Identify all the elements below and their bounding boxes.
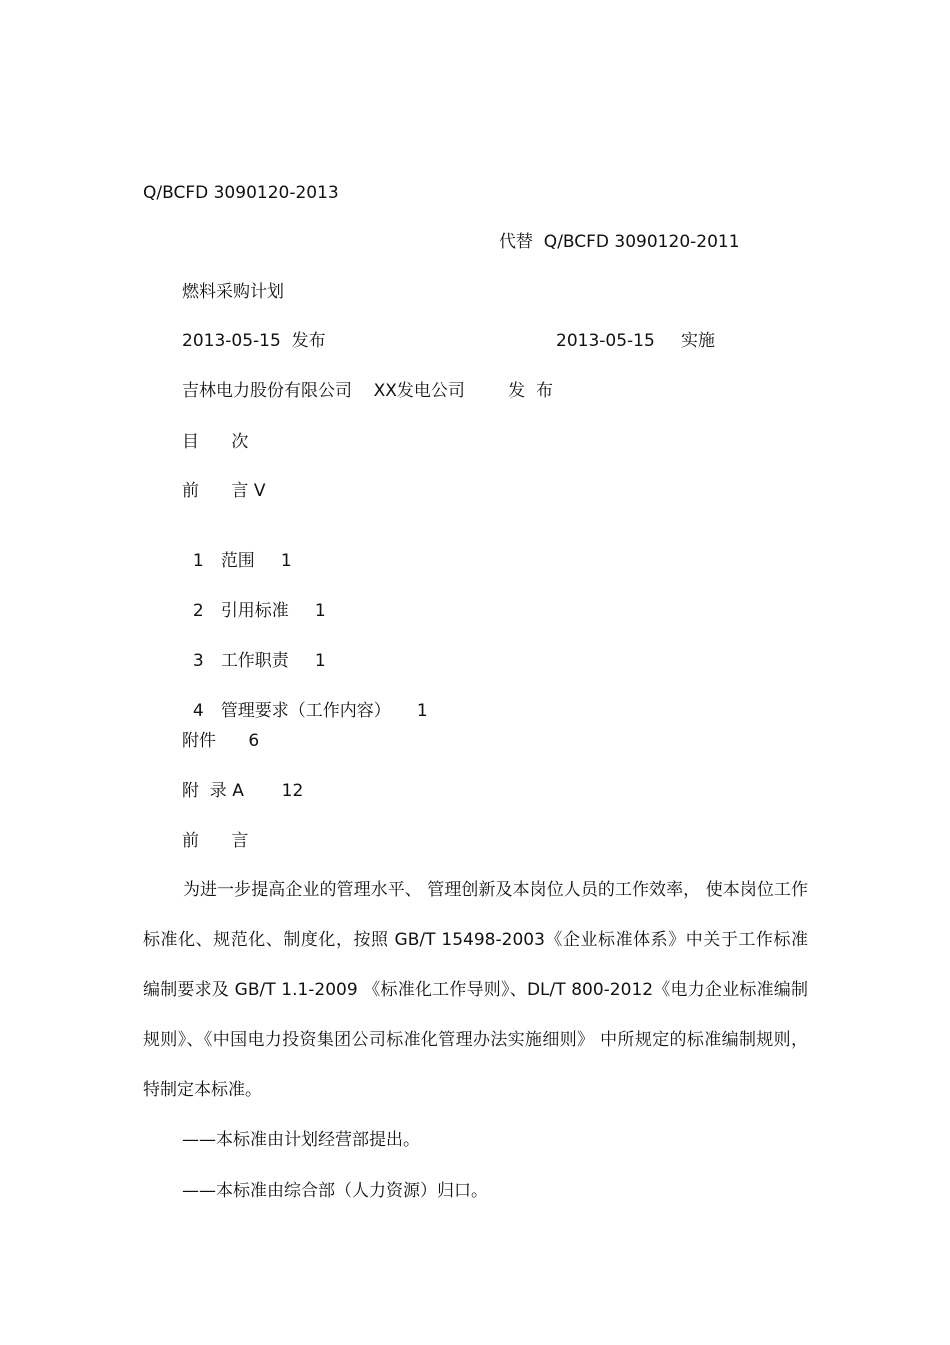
toc-item-number: 2 bbox=[192, 601, 204, 621]
toc-appendix: 附 录 A 12 bbox=[182, 781, 304, 801]
replaces-code: 代替 Q/BCFD 3090120-2011 bbox=[499, 232, 740, 252]
toc-preface: 前 言 V bbox=[182, 481, 266, 501]
issuer: 吉林电力股份有限公司 XX发电公司 发 布 bbox=[182, 381, 553, 401]
toc-item bbox=[182, 631, 326, 671]
issue-date: 2013-05-15 发布 bbox=[182, 331, 326, 351]
toc-item-label: 引用标准 bbox=[220, 601, 289, 621]
preface-heading: 前 言 bbox=[182, 831, 249, 851]
implement-label: 实施 bbox=[681, 331, 715, 351]
toc-item bbox=[182, 681, 428, 721]
doc-code: Q/BCFD 3090120-2013 bbox=[143, 183, 339, 203]
preface-body: 为进一步提高企业的管理水平、 管理创新及本岗位人员的工作效率， 使本岗位工作标准化、规范化、制度化，按照 GB/T 15498-2003《企业标准体系》中关于工作标准编制要求及 GB/T 1.1-2009 《标准化工作导则》、DL/T 800-2012《电力企业标准编制规则》、《中国电力投资集团公司标准化管理办法实施细则》 中所规定的标准编制规则，特制定本标准。 bbox=[143, 880, 808, 1100]
toc-item bbox=[182, 531, 292, 571]
toc-item-number: 4 bbox=[192, 701, 204, 721]
implement-date: 2013-05-15 bbox=[556, 331, 655, 351]
document-title: 燃料采购计划 bbox=[182, 282, 284, 302]
toc-item-page: 1 bbox=[314, 651, 326, 671]
toc-item-label: 管理要求（工作内容） bbox=[220, 701, 391, 721]
preface-note: ——本标准由计划经营部提出。 bbox=[182, 1130, 420, 1150]
toc-item-page: 1 bbox=[416, 701, 428, 721]
toc-item-label: 工作职责 bbox=[220, 651, 289, 671]
toc-item-number: 1 bbox=[192, 551, 204, 571]
toc-item-page: 1 bbox=[314, 601, 326, 621]
toc-item-page: 1 bbox=[280, 551, 292, 571]
toc-attachment: 附件 6 bbox=[182, 731, 260, 751]
toc-item bbox=[182, 581, 326, 621]
toc-item-label: 范围 bbox=[220, 551, 255, 571]
preface-note: ——本标准由综合部（人力资源）归口。 bbox=[182, 1181, 488, 1201]
toc-heading: 目 次 bbox=[182, 432, 249, 452]
toc-item-number: 3 bbox=[192, 651, 204, 671]
